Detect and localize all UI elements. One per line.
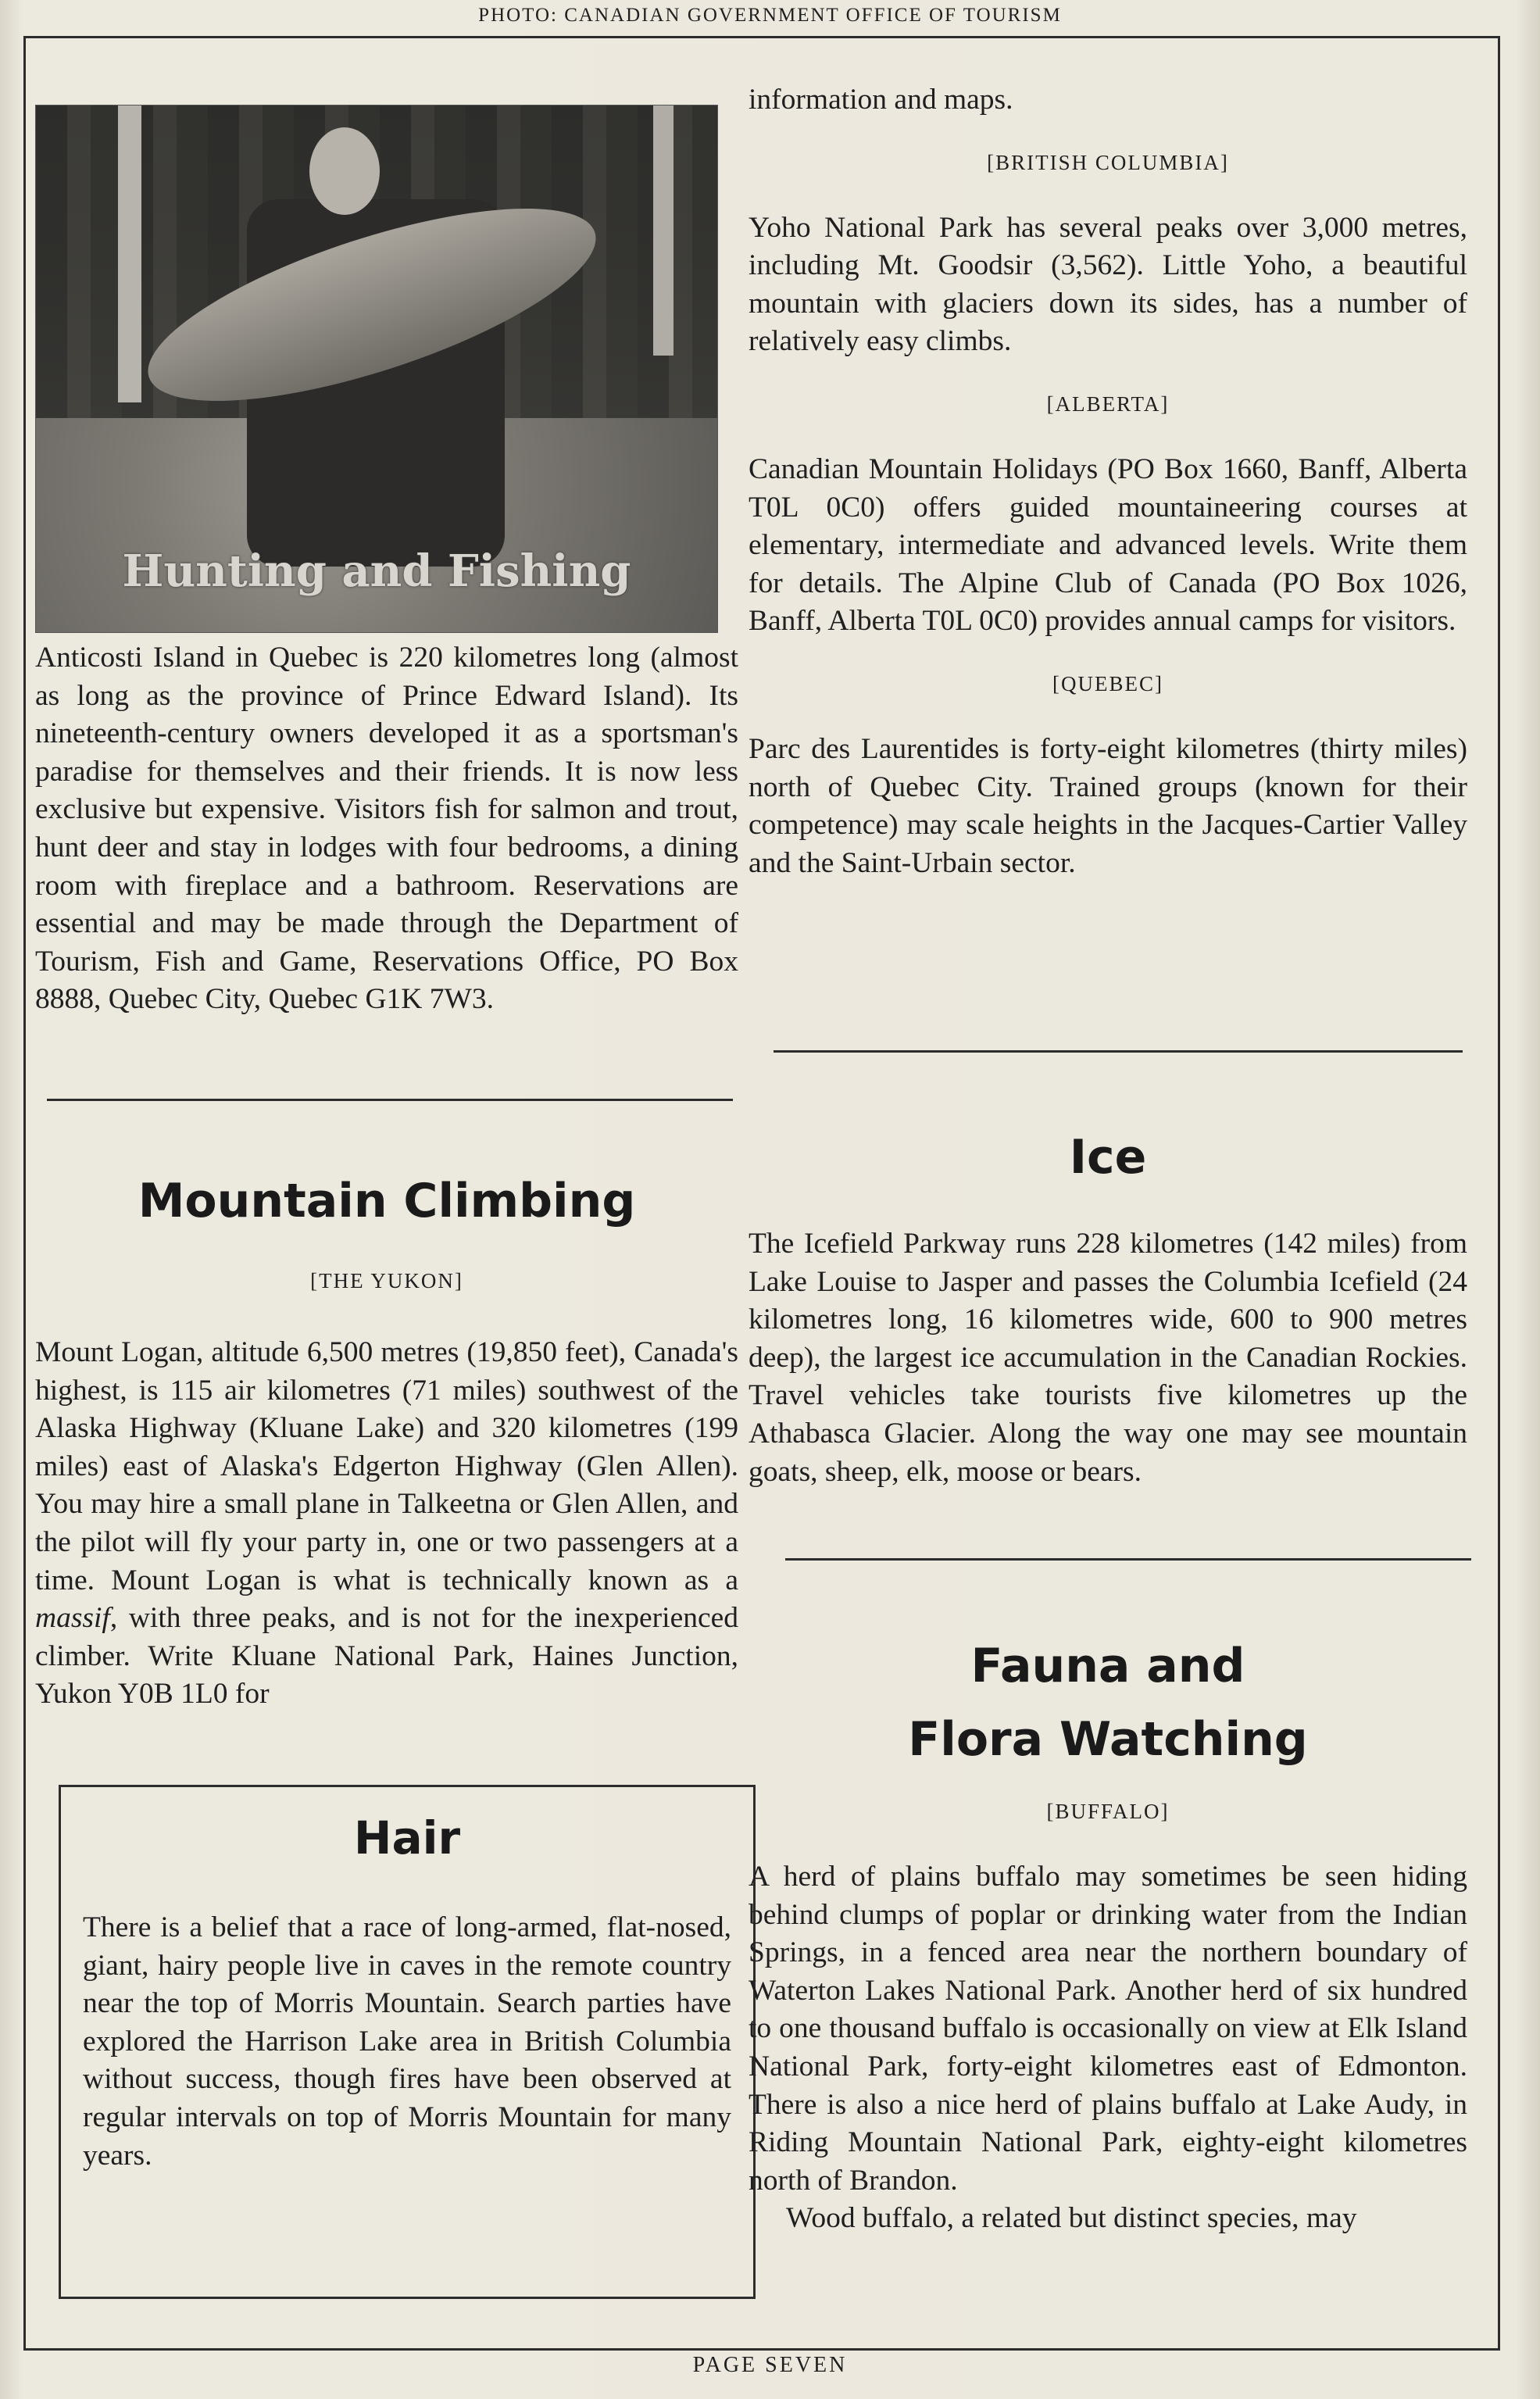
mountain-continued bbox=[749, 81, 1467, 882]
fishing-photo bbox=[35, 105, 718, 633]
alberta-label: [ALBERTA] bbox=[1046, 391, 1170, 416]
yukon-body-part2: , with three peaks, and is not for the inexperienced climber. Write Kluane National Park, Haines Junction, Yukon Y0B 1L0 for bbox=[35, 1602, 738, 1711]
quebec-label: [QUEBEC] bbox=[1052, 671, 1163, 695]
photo-caption: Hunting and Fishing bbox=[122, 545, 631, 597]
hunting-section bbox=[35, 639, 738, 1019]
fauna-heading-line2: Flora Watching bbox=[908, 1712, 1308, 1767]
hair-heading: Hair bbox=[353, 1811, 461, 1864]
photo-post-right bbox=[653, 105, 674, 356]
mountain-section bbox=[35, 1164, 738, 1714]
alberta-body: Canadian Mountain Holidays (PO Box 1660, Banff, Alberta T0L 0C0) offers guided mountaineering courses at elementary, intermediate and advanced levels. Write them for details. The Alpine Club of Canada (PO Box 1026, Banff, Alberta T0L 0C0) provides annual camps for visitors. bbox=[749, 452, 1467, 638]
bc-body: Yoho National Park has several peaks over 3,000 metres, including Mt. Goodsir (3,562). Little Yoho, a beautiful mountain with glaciers down its sides, has a number of relatively easy climbs. bbox=[749, 211, 1467, 358]
hunting-body: Anticosti Island in Quebec is 220 kilometres long (almost as long as the province of Prince Edward Island). Its nineteenth-century owners developed it as a sportsman's paradise for themselves and their friends. It is now less exclusive but expensive. Visitors fish for salmon and trout, hunt deer and stay in lodges with four bedrooms, a dining room with fireplace and a bathroom. Reservations are essential and may be made through the Department of Tourism, Fish and Game, Reservations Office, PO Box 8888, Quebec City, Quebec G1K 7W3. bbox=[35, 642, 738, 1016]
hair-body: There is a belief that a race of long-armed, flat-nosed, giant, hairy people live in caves in the remote country near the top of Morris Mountain. Search parties have explored the Harrison Lake area in British Columbia without success, though fires have been observed at regular intervals on top of Morris Mountain for many years. bbox=[83, 1911, 731, 2172]
quebec-body: Parc des Laurentides is forty-eight kilometres (thirty miles) north of Quebec City. Trained groups (known for their competence) may scale heights in the Jacques-Cartier Valley and the Saint-Urbain sector. bbox=[749, 732, 1467, 879]
wood-buffalo-text: Wood buffalo, a related but distinct species, may bbox=[786, 2202, 1357, 2235]
photo-person-head bbox=[309, 127, 380, 215]
mountain-heading: Mountain Climbing bbox=[138, 1174, 636, 1228]
buffalo-body: A herd of plains buffalo may sometimes be seen hiding behind clumps of poplar or drinking water from the Indian Springs, in a fenced area near the northern boundary of Waterton Lakes National Park. Another herd of six hundred to one thousand buffalo is occasionally on view at Elk Island National Park, forty-eight kilometres east of Edmonton. There is also a nice herd of plains buffalo at Lake Audy, in Riding Mountain National Park, eighty-eight kilometres north of Brandon. bbox=[749, 1861, 1467, 2197]
ice-heading: Ice bbox=[1069, 1130, 1147, 1185]
page-number: PAGE SEVEN bbox=[692, 2353, 848, 2377]
buffalo-label: [BUFFALO] bbox=[1046, 1800, 1170, 1823]
rule-quebec bbox=[774, 1050, 1463, 1053]
hair-box bbox=[59, 1785, 756, 2299]
yukon-body-italic: massif bbox=[35, 1602, 110, 1635]
yukon-body bbox=[35, 1334, 738, 1714]
rule-ice bbox=[785, 1558, 1471, 1561]
yukon-continued: information and maps. bbox=[749, 84, 1013, 116]
fauna-heading-line1: Fauna and bbox=[970, 1639, 1245, 1693]
ice-section bbox=[749, 1121, 1467, 1491]
yukon-body-part1: Mount Logan, altitude 6,500 metres (19,850 feet), Canada's highest, is 115 air kilometres (71 miles) southwest of the Alaska Highway (Kluane Lake) and 320 kilometres (199 miles) east of Alaska's Edgerton Highway (Glen Allen). You may hire a small plane in Talkeetna or Glen Allen, and the pilot will fly your party in, one or two passengers at a time. Mount Logan is what is technically known as a bbox=[35, 1336, 738, 1596]
rule-hunting bbox=[47, 1099, 733, 1101]
ice-body: The Icefield Parkway runs 228 kilometres (142 miles) from Lake Louise to Jasper and passes the Columbia Icefield (24 kilometres long, 16 kilometres wide, 600 to 900 metres deep), the largest ice accumulation in the Canadian Rockies. Travel vehicles take tourists five kilometres up the Athabasca Glacier. Along the way one may see mountain goats, sheep, elk, moose or bears. bbox=[749, 1228, 1467, 1488]
bc-label: [BRITISH COLUMBIA] bbox=[987, 150, 1229, 174]
photo-post-left bbox=[118, 105, 141, 402]
yukon-label: [THE YUKON] bbox=[310, 1269, 463, 1292]
fauna-section bbox=[749, 1629, 1467, 2238]
photo-credit: PHOTO: CANADIAN GOVERNMENT OFFICE OF TOURISM bbox=[478, 5, 1062, 26]
